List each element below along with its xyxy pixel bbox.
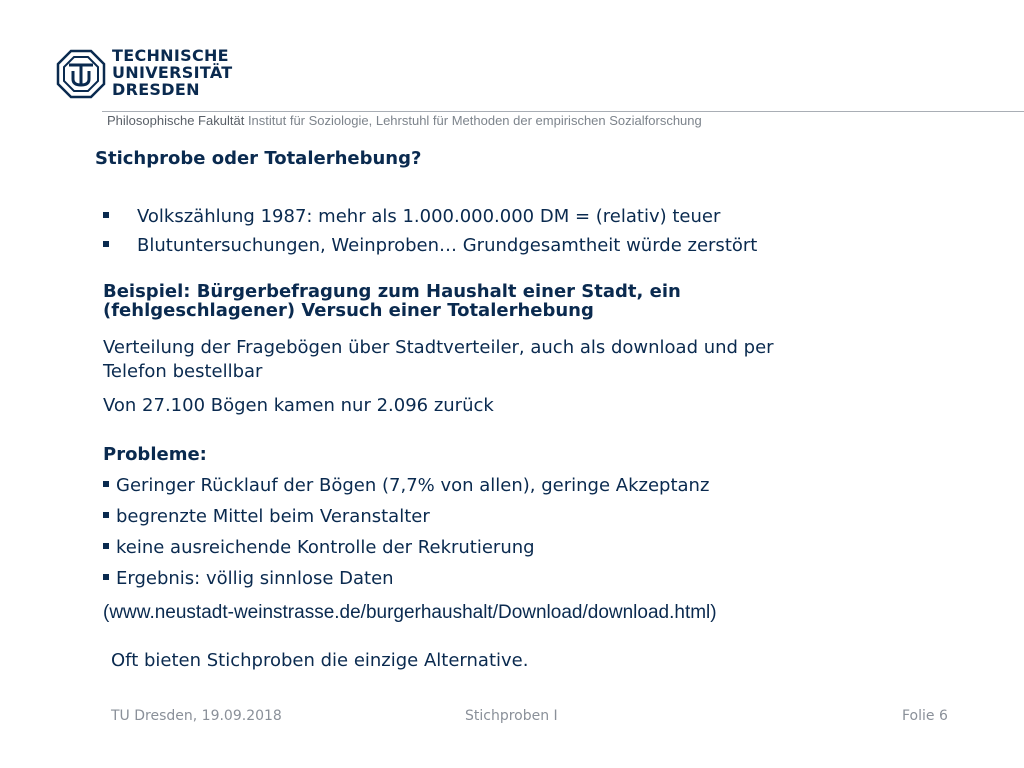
problem-item — [103, 475, 709, 497]
bullet-square-icon — [103, 574, 109, 580]
problem-text: begrenzte Mittel beim Veranstalter — [116, 506, 430, 527]
logo-text-line2: UNIVERSITÄT — [112, 63, 233, 82]
problem-text: keine ausreichende Kontrolle der Rekrutierung — [116, 537, 535, 558]
bullet-square-icon — [103, 212, 109, 218]
slide-title: Stichprobe oder Totalerhebung? — [95, 148, 422, 169]
bullet-square-icon — [103, 241, 109, 247]
source-link[interactable]: (www.neustadt-weinstrasse.de/burgerhaushalt/Download/download.html) — [103, 602, 717, 623]
bullet-square-icon — [103, 543, 109, 549]
logo-text-line3: DRESDEN — [112, 80, 200, 99]
example-result — [103, 395, 494, 417]
footer-slide-number: Folie 6 — [902, 708, 948, 724]
faculty-line — [107, 113, 702, 128]
bullet-text: Volkszählung 1987: mehr als 1.000.000.000 DM = (relativ) teuer — [137, 206, 721, 227]
footer-date: TU Dresden, 19.09.2018 — [111, 708, 282, 724]
example-heading-line2: (fehlgeschlagener) Versuch einer Totalerhebung — [103, 300, 594, 321]
bullet-item — [103, 235, 757, 257]
problem-item — [103, 537, 535, 559]
bullet-square-icon — [103, 481, 109, 487]
problem-item — [103, 568, 394, 590]
bullet-text: Blutuntersuchungen, Weinproben… Grundgesamtheit würde zerstört — [137, 235, 758, 256]
institute-name: Institut für Soziologie, Lehrstuhl für Methoden der empirischen Sozialforschung — [247, 113, 702, 128]
example-text-line2: Telefon bestellbar — [103, 361, 263, 382]
conclusion-text: Oft bieten Stichproben die einzige Alternative. — [111, 650, 529, 671]
example-result-text: Von 27.100 Bögen kamen nur 2.096 zurück — [103, 395, 494, 416]
tu-dresden-logo-icon — [56, 49, 106, 99]
footer-title: Stichproben I — [465, 708, 558, 724]
bullet-item — [103, 206, 720, 228]
example-text-line1: Verteilung der Fragebögen über Stadtverteiler, auch als download und per — [103, 337, 774, 358]
example-heading — [103, 282, 681, 320]
problems-heading: Probleme: — [103, 444, 207, 465]
faculty-name: Philosophische Fakultät — [107, 113, 245, 128]
logo-text-line1: TECHNISCHE — [112, 46, 229, 65]
bullet-square-icon — [103, 512, 109, 518]
header-divider — [102, 111, 1024, 112]
problem-item — [103, 506, 430, 528]
problem-text: Geringer Rücklauf der Bögen (7,7% von allen), geringe Akzeptanz — [116, 475, 710, 496]
problem-text: Ergebnis: völlig sinnlose Daten — [116, 568, 394, 589]
example-heading-line1: Beispiel: Bürgerbefragung zum Haushalt einer Stadt, ein — [103, 281, 681, 302]
